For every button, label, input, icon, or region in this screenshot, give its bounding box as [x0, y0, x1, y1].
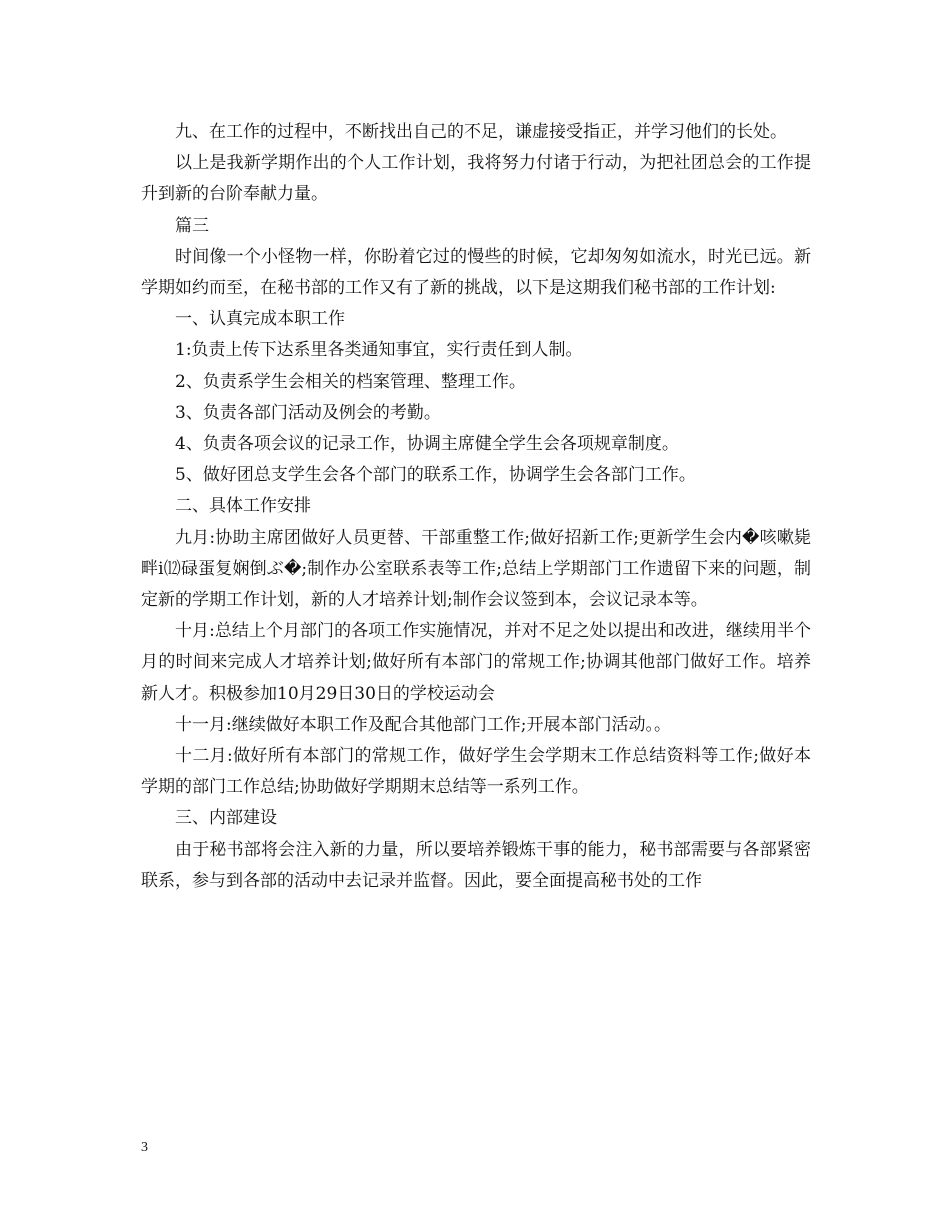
section-heading: 篇三 [175, 215, 209, 236]
paragraph: 十二月:做好所有本部门的常规工作，做好学生会学期末工作总结资料等工作;做好本学期的部门工作总结;协助做好学期期末总结等一系列工作。 [141, 746, 811, 798]
section-heading: 一、认真完成本职工作 [175, 309, 345, 330]
paragraph: 时间像一个小怪物一样，你盼着它过的慢些的时候，它却匆匆如流水，时光已远。新学期如约而至，在秘书部的工作又有了新的挑战，以下是这期我们秘书部的工作计划: [141, 246, 811, 299]
list-item: 1:负责上传下达系里各类通知事宜，实行责任到人制。 [175, 340, 583, 361]
paragraph: 由于秘书部将会注入新的力量，所以要培养锻炼干事的能力，秘书部需要与各部紧密联系，参与到各部的活动中去记录并监督。因此，要全面提高秘书处的工作 [141, 839, 811, 891]
list-item: 4、负责各项会议的记录工作，协调主席健全学生会各项规章制度。 [175, 434, 679, 455]
list-item: 3、负责各部门活动及例会的考勤。 [175, 402, 441, 423]
paragraph: 九、在工作的过程中，不断找出自己的不足，谦虚接受指正，并学习他们的长处。 [175, 122, 787, 142]
paragraph: 十月:总结上个月部门的各项工作实施情况，并对不足之处以提出和改进，继续用半个月的时间来完成人才培养计划;做好所有本部门的常规工作;协调其他部门做好工作。培养新人才。积极参加10月29日30日的学校运动会 [141, 621, 811, 704]
paragraph: 十一月:继续做好本职工作及配合其他部门工作;开展本部门活动。。 [175, 714, 671, 735]
section-heading: 三、内部建设 [175, 808, 277, 829]
section-heading: 二、具体工作安排 [175, 496, 311, 517]
page-number: 3 [141, 1140, 148, 1155]
paragraph: 九月:协助主席团做好人员更替、干部重整工作;做好招新工作;更新学生会内�咳嗽毙畔ⅰ⑿碌蛋复娴倒ぶ�;制作办公室联系表等工作;总结上学期部门工作遗留下来的问题，制定新的学期工作计划，新的人才培养计划;制作会议签到本，会议记录本等。 [141, 527, 811, 611]
document-body [141, 117, 811, 897]
paragraph: 以上是我新学期作出的个人工作计划，我将努力付诸于行动，为把社团总会的工作提升到新的台阶奉献力量。 [141, 153, 811, 205]
list-item: 2、负责系学生会相关的档案管理、整理工作。 [175, 371, 526, 392]
list-item: 5、做好团总支学生会各个部门的联系工作，协调学生会各部门工作。 [175, 465, 696, 486]
